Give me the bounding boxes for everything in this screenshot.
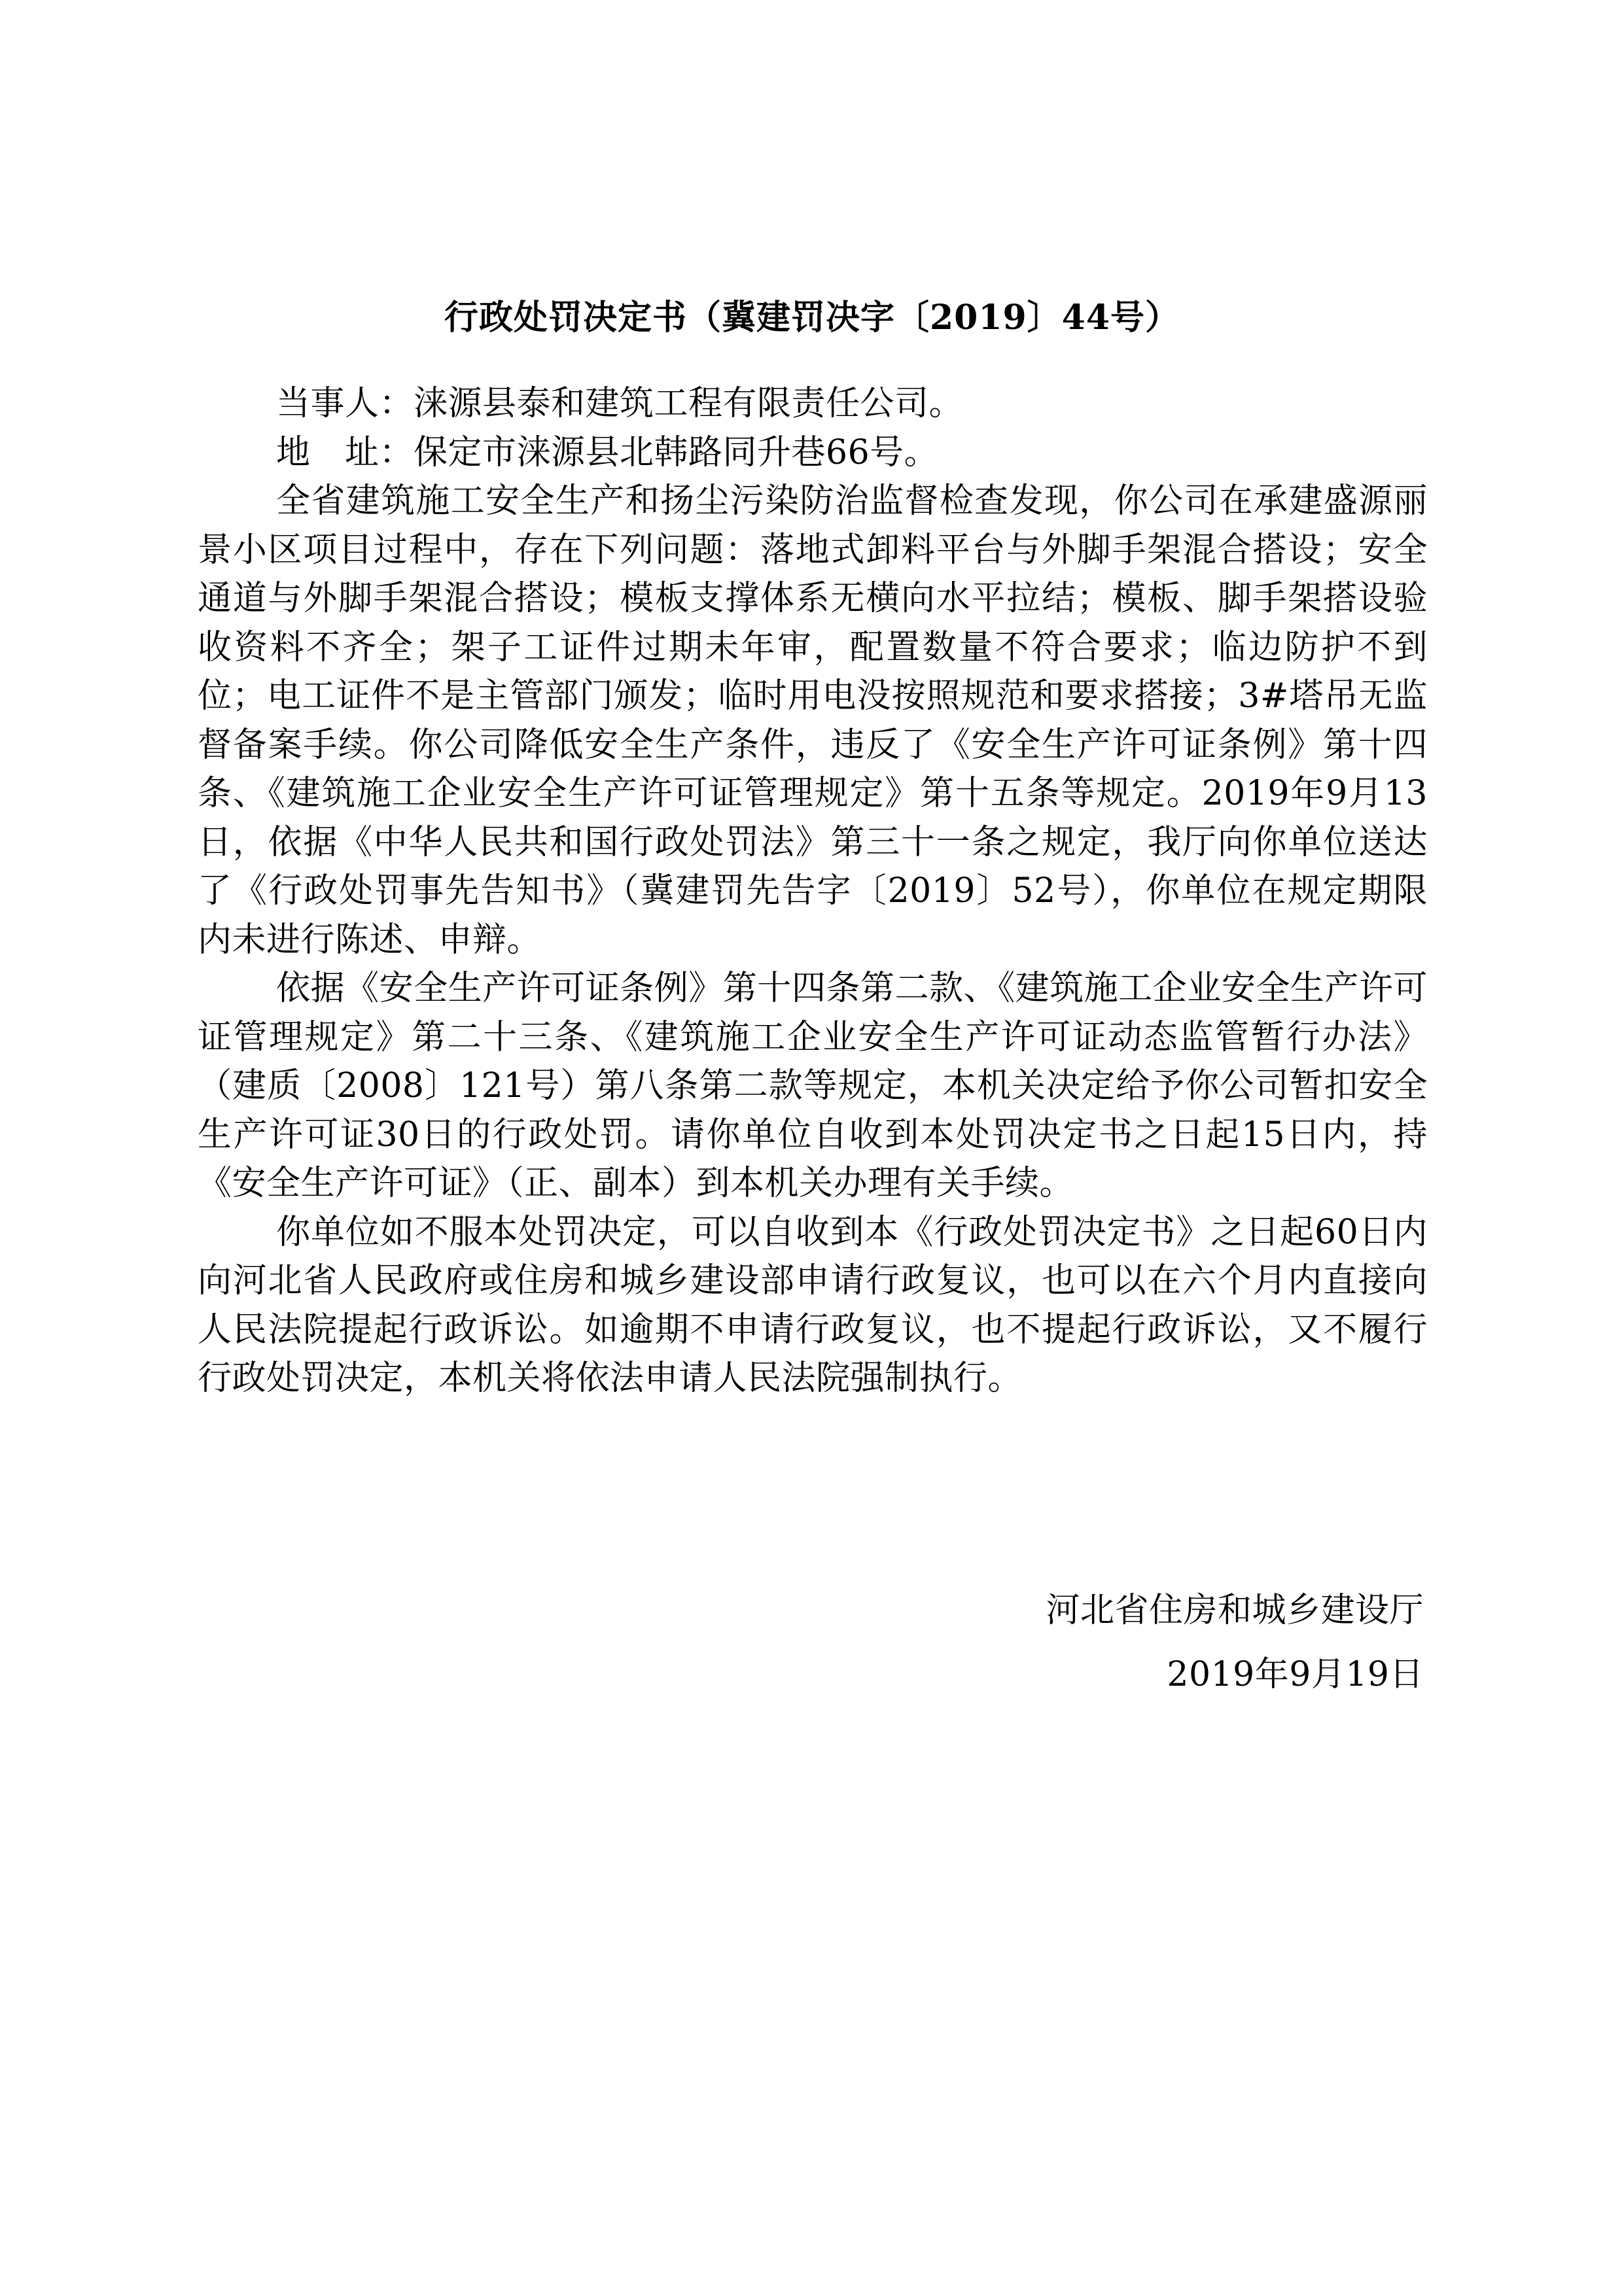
penalty-paragraph: 依据《安全生产许可证条例》第十四条第二款、《建筑施工企业安全生产许可证管理规定》第二十三条、《建筑施工企业安全生产许可证动态监管暂行办法》（建质〔2008〕121号）第八条第二款等规定，本机关决定给予你公司暂扣安全生产许可证30日的行政处罚。请你单位自收到本处罚决定书之日起15日内，持《安全生产许可证》（正、副本）到本机关办理有关手续。 [198,969,1428,1203]
document-body [198,379,1428,1403]
appeal-paragraph: 你单位如不服本处罚决定，可以自收到本《行政处罚决定书》之日起60日内向河北省人民政府或住房和城乡建设部申请行政复议，也可以在六个月内直接向人民法院提起行政诉讼。如逾期不申请行政复议，也不提起行政诉讼，又不履行行政处罚决定，本机关将依法申请人民法院强制执行。 [198,1212,1428,1398]
document-title: 行政处罚决定书（冀建罚决字〔2019〕44号） [444,298,1180,338]
party-line: 当事人：涞源县泰和建筑工程有限责任公司。 [276,384,964,423]
address-line: 地 址：保定市涞源县北韩路同升巷66号。 [276,432,939,472]
issue-date: 2019年9月19日 [1167,1655,1424,1694]
findings-paragraph: 全省建筑施工安全生产和扬尘污染防治监督检查发现，你公司在承建盛源丽景小区项目过程中，存在下列问题：落地式卸料平台与外脚手架混合搭设；安全通道与外脚手架混合搭设；模板支撑体系无横向水平拉结；模板、脚手架搭设验收资料不齐全；架子工证件过期未年审，配置数量不符合要求；临边防护不到位；电工证件不是主管部门颁发；临时用电没按照规范和要求搭接；3#塔吊无监督备案手续。你公司降低安全生产条件，违反了《安全生产许可证条例》第十四条、《建筑施工企业安全生产许可证管理规定》第十五条等规定。2019年9月13日，依据《中华人民共和国行政处罚法》第三十一条之规定，我厅向你单位送达了《行政处罚事先告知书》（冀建罚先告字〔2019〕52号），你单位在规定期限内未进行陈述、申辩。 [198,481,1428,960]
issuing-authority: 河北省住房和城乡建设厅 [1046,1591,1424,1630]
